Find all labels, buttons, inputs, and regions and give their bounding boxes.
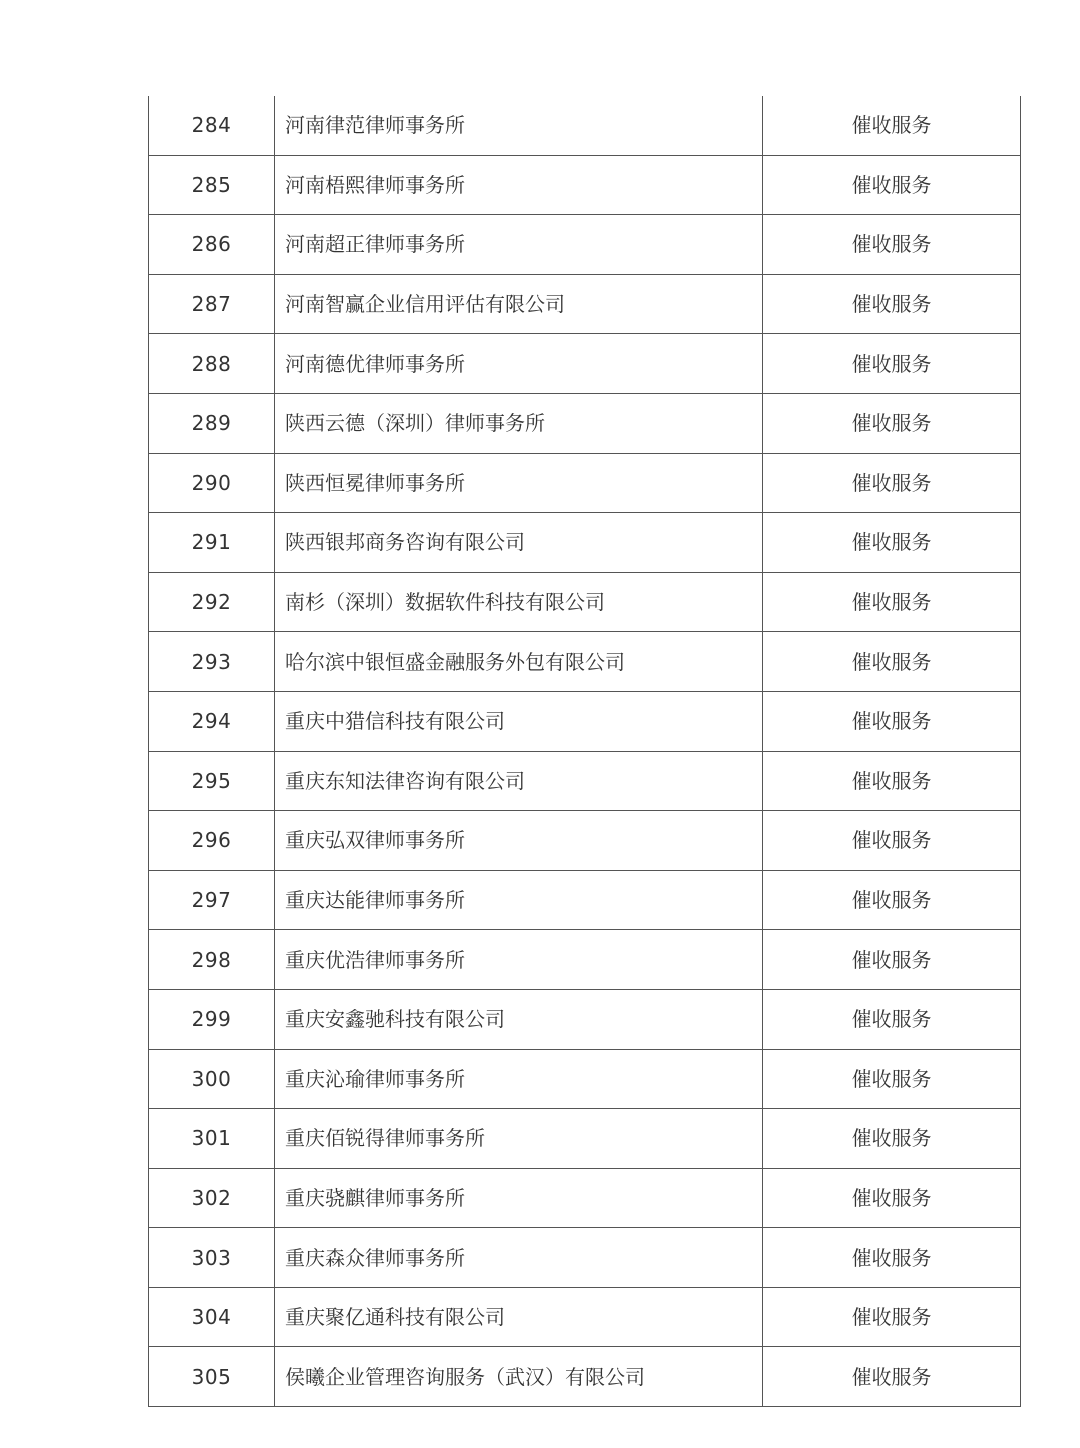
service-type: 催收服务 <box>763 930 1021 990</box>
institution-name: 陕西恒冕律师事务所 <box>275 453 763 513</box>
institution-name: 河南德优律师事务所 <box>275 334 763 394</box>
table-row <box>149 393 1021 453</box>
service-type: 催收服务 <box>763 870 1021 930</box>
table-row <box>149 1168 1021 1228</box>
institution-name: 陕西银邦商务咨询有限公司 <box>275 513 763 573</box>
row-number: 295 <box>149 751 275 811</box>
institution-name: 重庆骁麒律师事务所 <box>275 1168 763 1228</box>
table-row <box>149 96 1021 155</box>
institution-name: 重庆东知法律咨询有限公司 <box>275 751 763 811</box>
service-type: 催收服务 <box>763 1228 1021 1288</box>
table-row <box>149 930 1021 990</box>
institution-name: 南杉（深圳）数据软件科技有限公司 <box>275 572 763 632</box>
institution-name: 重庆安鑫驰科技有限公司 <box>275 989 763 1049</box>
institution-name: 河南梧熙律师事务所 <box>275 155 763 215</box>
service-type: 催收服务 <box>763 632 1021 692</box>
institution-name: 重庆达能律师事务所 <box>275 870 763 930</box>
row-number: 298 <box>149 930 275 990</box>
table-row <box>149 989 1021 1049</box>
row-number: 305 <box>149 1347 275 1407</box>
table-row <box>149 870 1021 930</box>
institution-name: 河南律范律师事务所 <box>275 96 763 155</box>
institution-name: 重庆森众律师事务所 <box>275 1228 763 1288</box>
row-number: 292 <box>149 572 275 632</box>
institution-name: 重庆沁瑜律师事务所 <box>275 1049 763 1109</box>
row-number: 300 <box>149 1049 275 1109</box>
row-number: 297 <box>149 870 275 930</box>
row-number: 284 <box>149 96 275 155</box>
institution-name: 重庆佰锐得律师事务所 <box>275 1109 763 1169</box>
table-body <box>149 96 1021 1407</box>
service-type: 催收服务 <box>763 751 1021 811</box>
row-number: 289 <box>149 393 275 453</box>
table-row <box>149 572 1021 632</box>
table-row <box>149 1109 1021 1169</box>
service-type: 催收服务 <box>763 691 1021 751</box>
table-row <box>149 215 1021 275</box>
row-number: 296 <box>149 811 275 871</box>
row-number: 288 <box>149 334 275 394</box>
institution-name: 侯曦企业管理咨询服务（武汉）有限公司 <box>275 1347 763 1407</box>
institution-name: 重庆优浩律师事务所 <box>275 930 763 990</box>
table-row <box>149 811 1021 871</box>
table-row <box>149 155 1021 215</box>
service-type: 催收服务 <box>763 1287 1021 1347</box>
institution-name: 重庆中猎信科技有限公司 <box>275 691 763 751</box>
service-type: 催收服务 <box>763 393 1021 453</box>
table-row <box>149 453 1021 513</box>
institution-name: 哈尔滨中银恒盛金融服务外包有限公司 <box>275 632 763 692</box>
row-number: 301 <box>149 1109 275 1169</box>
table-row <box>149 334 1021 394</box>
service-type: 催收服务 <box>763 1347 1021 1407</box>
service-type: 催收服务 <box>763 453 1021 513</box>
row-number: 286 <box>149 215 275 275</box>
table-row <box>149 632 1021 692</box>
institution-table <box>148 96 1021 1407</box>
table-row <box>149 1347 1021 1407</box>
service-type: 催收服务 <box>763 811 1021 871</box>
row-number: 294 <box>149 691 275 751</box>
row-number: 285 <box>149 155 275 215</box>
service-type: 催收服务 <box>763 1049 1021 1109</box>
institution-name: 河南智赢企业信用评估有限公司 <box>275 274 763 334</box>
table-row <box>149 1287 1021 1347</box>
service-type: 催收服务 <box>763 274 1021 334</box>
institution-name: 河南超正律师事务所 <box>275 215 763 275</box>
service-type: 催收服务 <box>763 1109 1021 1169</box>
row-number: 304 <box>149 1287 275 1347</box>
table-row <box>149 513 1021 573</box>
table-row <box>149 1228 1021 1288</box>
institution-name: 重庆聚亿通科技有限公司 <box>275 1287 763 1347</box>
row-number: 302 <box>149 1168 275 1228</box>
table-row <box>149 274 1021 334</box>
row-number: 303 <box>149 1228 275 1288</box>
row-number: 299 <box>149 989 275 1049</box>
service-type: 催收服务 <box>763 1168 1021 1228</box>
service-type: 催收服务 <box>763 96 1021 155</box>
service-type: 催收服务 <box>763 215 1021 275</box>
service-type: 催收服务 <box>763 155 1021 215</box>
row-number: 290 <box>149 453 275 513</box>
table-row <box>149 1049 1021 1109</box>
service-type: 催收服务 <box>763 513 1021 573</box>
table-row <box>149 751 1021 811</box>
institution-name: 重庆弘双律师事务所 <box>275 811 763 871</box>
row-number: 287 <box>149 274 275 334</box>
row-number: 293 <box>149 632 275 692</box>
service-type: 催收服务 <box>763 334 1021 394</box>
service-type: 催收服务 <box>763 572 1021 632</box>
service-type: 催收服务 <box>763 989 1021 1049</box>
row-number: 291 <box>149 513 275 573</box>
table-row <box>149 691 1021 751</box>
institution-name: 陕西云德（深圳）律师事务所 <box>275 393 763 453</box>
